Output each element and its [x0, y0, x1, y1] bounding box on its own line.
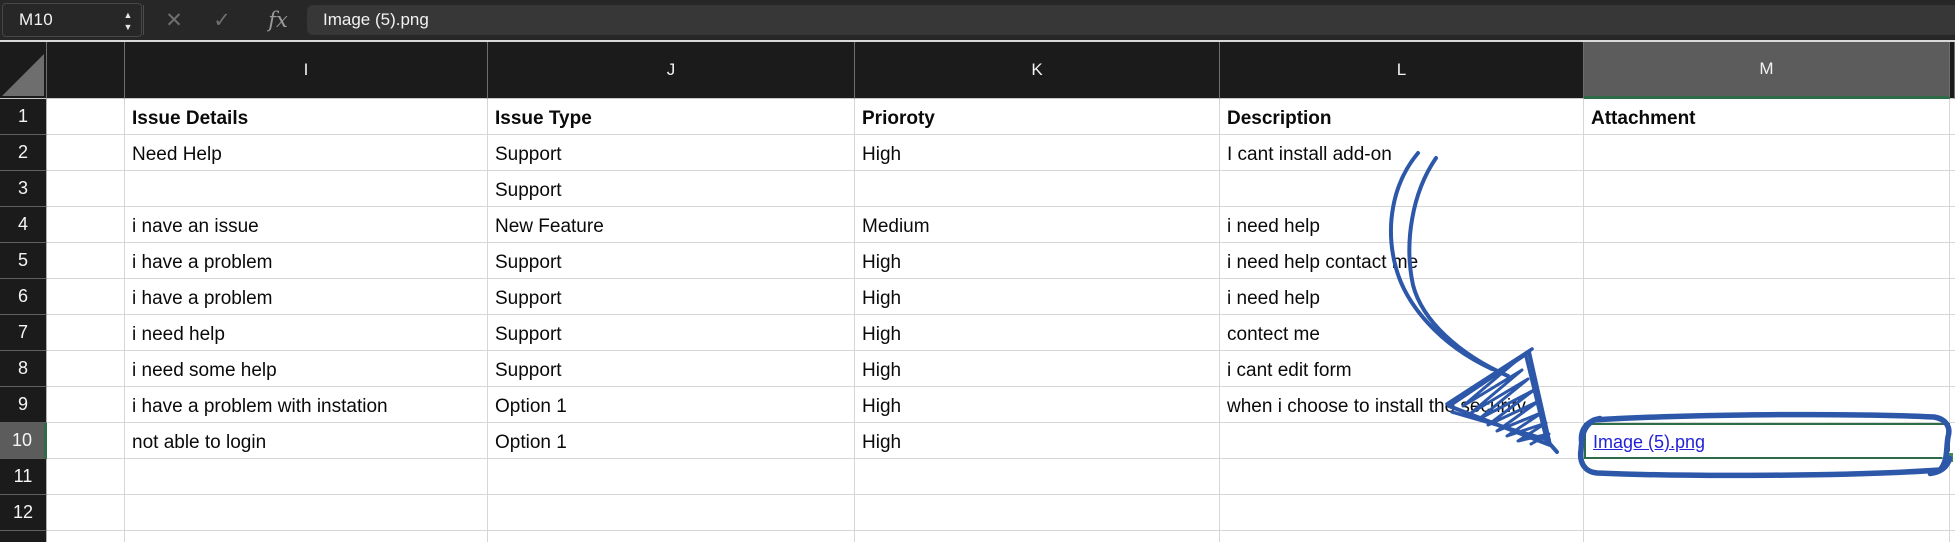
cell-M10[interactable] — [1584, 423, 1950, 459]
cell-L11[interactable] — [1220, 459, 1584, 495]
cell-L1[interactable]: Description — [1220, 99, 1584, 135]
cell-partial-K — [855, 531, 1220, 542]
cell-I4[interactable]: i nave an issue — [125, 207, 488, 243]
cell-I12[interactable] — [125, 495, 488, 531]
sheet-area — [0, 40, 1955, 542]
cell-K9[interactable]: High — [855, 387, 1220, 423]
cell-K3[interactable] — [855, 171, 1220, 207]
insert-function-icon[interactable]: fx — [268, 8, 288, 32]
row-header-2[interactable]: 2 — [0, 135, 47, 171]
spinner-up-icon[interactable]: ▲ — [123, 9, 133, 20]
cell-blank63[interactable] — [1950, 171, 1955, 207]
cell-L5[interactable]: i need help contact me — [1220, 243, 1584, 279]
cell-J6[interactable]: Support — [488, 279, 855, 315]
cell-blank09[interactable] — [47, 387, 125, 423]
cell-K2[interactable]: High — [855, 135, 1220, 171]
cell-J5[interactable]: Support — [488, 243, 855, 279]
cell-J2[interactable]: Support — [488, 135, 855, 171]
cell-blank011[interactable] — [47, 459, 125, 495]
spreadsheet-grid — [0, 42, 1955, 542]
row-header-9[interactable]: 9 — [0, 387, 47, 423]
cell-I2[interactable]: Need Help — [125, 135, 488, 171]
cell-blank67[interactable] — [1950, 315, 1955, 351]
cell-M1[interactable]: Attachment — [1584, 99, 1950, 135]
name-box[interactable] — [2, 3, 142, 37]
cell-partial-M — [1584, 531, 1950, 542]
cell-L10[interactable] — [1220, 423, 1584, 459]
row-header-5[interactable]: 5 — [0, 243, 47, 279]
cell-J7[interactable]: Support — [488, 315, 855, 351]
column-header-L[interactable]: L — [1220, 42, 1584, 99]
cell-M12[interactable] — [1584, 495, 1950, 531]
row-header-4[interactable]: 4 — [0, 207, 47, 243]
cell-J4[interactable]: New Feature — [488, 207, 855, 243]
cell-M6[interactable] — [1584, 279, 1950, 315]
cell-partial-L — [1220, 531, 1584, 542]
cell-L12[interactable] — [1220, 495, 1584, 531]
formula-input[interactable] — [307, 5, 1955, 35]
name-box-spinner[interactable] — [119, 4, 137, 38]
row-header-8[interactable]: 8 — [0, 351, 47, 387]
column-header-K[interactable]: K — [855, 42, 1220, 99]
cell-blank611[interactable] — [1950, 459, 1955, 495]
cell-blank61[interactable] — [1950, 99, 1955, 135]
formula-value: Image (5).png — [323, 10, 429, 29]
cell-K6[interactable]: High — [855, 279, 1220, 315]
cell-K10[interactable]: High — [855, 423, 1220, 459]
fill-handle[interactable] — [1944, 453, 1953, 462]
cell-blank04[interactable] — [47, 207, 125, 243]
cell-blank06[interactable] — [47, 279, 125, 315]
cell-blank66[interactable] — [1950, 279, 1955, 315]
cell-blank05[interactable] — [47, 243, 125, 279]
cell-K11[interactable] — [855, 459, 1220, 495]
cell-J9[interactable]: Option 1 — [488, 387, 855, 423]
row-header-6[interactable]: 6 — [0, 279, 47, 315]
spinner-down-icon[interactable]: ▼ — [123, 21, 133, 32]
cell-I5[interactable]: i have a problem — [125, 243, 488, 279]
cell-M8[interactable] — [1584, 351, 1950, 387]
cell-K12[interactable] — [855, 495, 1220, 531]
cell-M5[interactable] — [1584, 243, 1950, 279]
cell-L4[interactable]: i need help — [1220, 207, 1584, 243]
cancel-icon[interactable]: ✕ — [165, 8, 183, 32]
cell-blank08[interactable] — [47, 351, 125, 387]
cell-blank010[interactable] — [47, 423, 125, 459]
cell-M9[interactable] — [1584, 387, 1950, 423]
column-header-blank-0[interactable] — [47, 42, 125, 99]
cell-partial-I — [125, 531, 488, 542]
cell-blank612[interactable] — [1950, 495, 1955, 531]
cell-I10[interactable]: not able to login — [125, 423, 488, 459]
cell-blank68[interactable] — [1950, 351, 1955, 387]
cell-L2[interactable]: I cant install add-on — [1220, 135, 1584, 171]
row-header-11[interactable]: 11 — [0, 459, 47, 495]
cell-blank65[interactable] — [1950, 243, 1955, 279]
cell-J3[interactable]: Support — [488, 171, 855, 207]
column-header-blank-6[interactable] — [1950, 42, 1955, 99]
cell-reference: M10 — [19, 10, 53, 29]
cell-I8[interactable]: i need some help — [125, 351, 488, 387]
cell-M11[interactable] — [1584, 459, 1950, 495]
cell-K7[interactable]: High — [855, 315, 1220, 351]
cell-I7[interactable]: i need help — [125, 315, 488, 351]
cell-K5[interactable]: High — [855, 243, 1220, 279]
column-header-I[interactable]: I — [125, 42, 488, 99]
row-header-12[interactable]: 12 — [0, 495, 47, 531]
cell-I6[interactable]: i have a problem — [125, 279, 488, 315]
row-header-10[interactable]: 10 — [0, 423, 47, 459]
cell-blank012[interactable] — [47, 495, 125, 531]
cell-J8[interactable]: Support — [488, 351, 855, 387]
cell-L6[interactable]: i need help — [1220, 279, 1584, 315]
cell-M3[interactable] — [1584, 171, 1950, 207]
cell-blank07[interactable] — [47, 315, 125, 351]
cell-L3[interactable] — [1220, 171, 1584, 207]
cell-blank01[interactable] — [47, 99, 125, 135]
cell-L8[interactable]: i cant edit form — [1220, 351, 1584, 387]
cell-L7[interactable]: contect me — [1220, 315, 1584, 351]
cell-blank02[interactable] — [47, 135, 125, 171]
row-header-3[interactable]: 3 — [0, 171, 47, 207]
cell-M2[interactable] — [1584, 135, 1950, 171]
cell-L9[interactable]: when i choose to install the security — [1220, 387, 1584, 423]
cell-I9[interactable]: i have a problem with instation — [125, 387, 488, 423]
column-header-M[interactable]: M — [1584, 42, 1950, 99]
cell-partial-blank0 — [47, 531, 125, 542]
cell-K4[interactable]: Medium — [855, 207, 1220, 243]
cell-I11[interactable] — [125, 459, 488, 495]
name-box-divider — [143, 5, 144, 35]
cell-M4[interactable] — [1584, 207, 1950, 243]
select-all-corner[interactable] — [0, 42, 47, 99]
cell-J1[interactable]: Issue Type — [488, 99, 855, 135]
cell-J10[interactable]: Option 1 — [488, 423, 855, 459]
cell-J12[interactable] — [488, 495, 855, 531]
select-all-triangle-icon — [2, 54, 44, 96]
cell-blank62[interactable] — [1950, 135, 1955, 171]
cell-blank69[interactable] — [1950, 387, 1955, 423]
cell-I1[interactable]: Issue Details — [125, 99, 488, 135]
row-header-1[interactable]: 1 — [0, 99, 47, 135]
formula-bar — [0, 0, 1955, 40]
cell-J11[interactable] — [488, 459, 855, 495]
cell-M7[interactable] — [1584, 315, 1950, 351]
cell-blank64[interactable] — [1950, 207, 1955, 243]
row-header-partial — [0, 531, 47, 542]
cell-K1[interactable]: Prioroty — [855, 99, 1220, 135]
row-header-7[interactable]: 7 — [0, 315, 47, 351]
cell-partial-blank6 — [1950, 531, 1955, 542]
attachment-link[interactable]: Image (5).png — [1593, 432, 1706, 452]
cell-I3[interactable] — [125, 171, 488, 207]
confirm-icon[interactable]: ✓ — [213, 8, 231, 32]
column-header-J[interactable]: J — [488, 42, 855, 99]
cell-blank03[interactable] — [47, 171, 125, 207]
cell-K8[interactable]: High — [855, 351, 1220, 387]
cell-partial-J — [488, 531, 855, 542]
